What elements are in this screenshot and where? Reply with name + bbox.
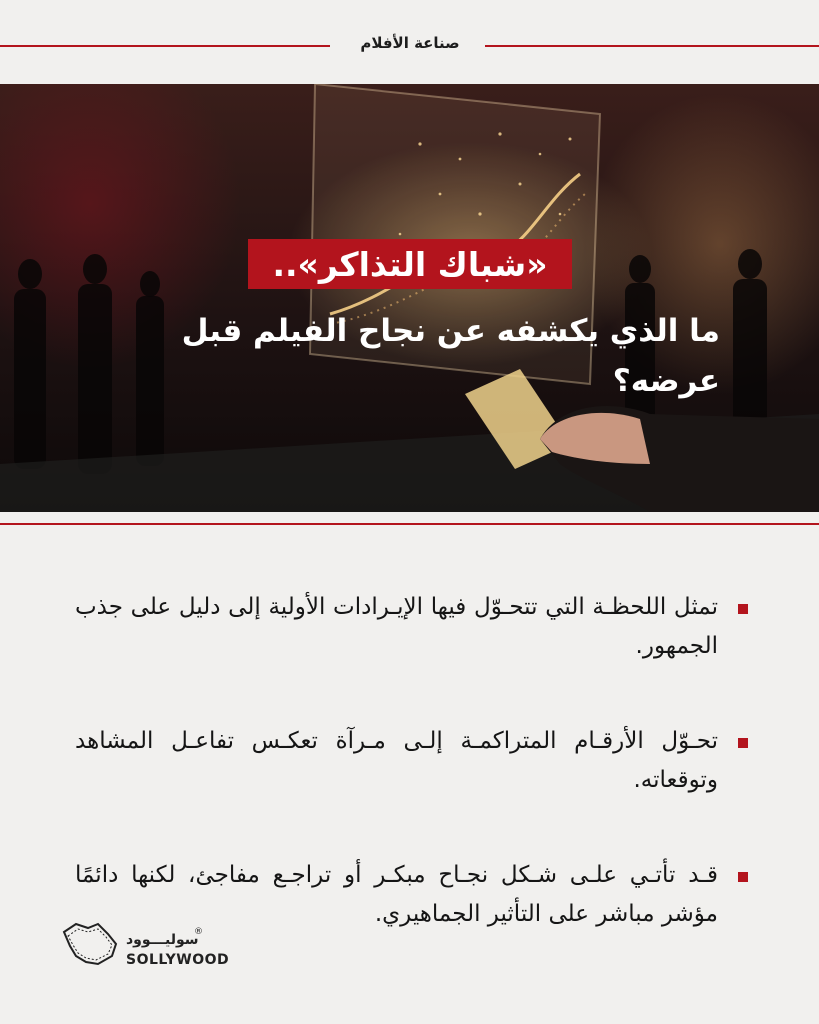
bullet-item — [75, 722, 750, 800]
bullet-text: تحـوّل الأرقـام المتراكمـة إلـى مـرآة تعكـس تفاعـل المشاهد وتوقعاته. — [75, 728, 718, 793]
hero-subtitle: ما الذي يكشفه عن نجاح الفيلم قبل عرضه؟ — [181, 313, 720, 399]
section-label: صناعة الأفلام — [360, 34, 460, 52]
bullet-item — [75, 588, 750, 666]
bullet-square-icon — [738, 604, 748, 614]
sollywood-logo — [58, 918, 230, 978]
header-rule-right — [485, 45, 819, 47]
logo-arabic-text: سوليـــوود — [126, 932, 199, 948]
logo-english-text: SOLLYWOOD — [126, 952, 230, 968]
bullet-square-icon — [738, 872, 748, 882]
saudi-map-icon — [58, 918, 122, 970]
hero-title: «شباك التذاكر».. — [272, 244, 548, 284]
hero-image — [0, 84, 819, 512]
divider-rule — [0, 523, 819, 525]
bullet-square-icon — [738, 738, 748, 748]
bullet-text: قـد تأتـي علـى شـكل نجـاح مبكـر أو تراجـع مفاجئ، لكنها دائمًا مؤشر مباشر على التأثير الجماهيري. — [75, 862, 718, 927]
header-rule-left — [0, 45, 330, 47]
registered-mark: ® — [194, 927, 203, 937]
hero-illustration — [0, 84, 819, 512]
bullet-text: تمثل اللحظـة التي تتحـوّل فيها الإيـرادات الأولية إلى دليل على جذب الجمهور. — [75, 594, 718, 659]
hero-title-box — [248, 239, 572, 289]
